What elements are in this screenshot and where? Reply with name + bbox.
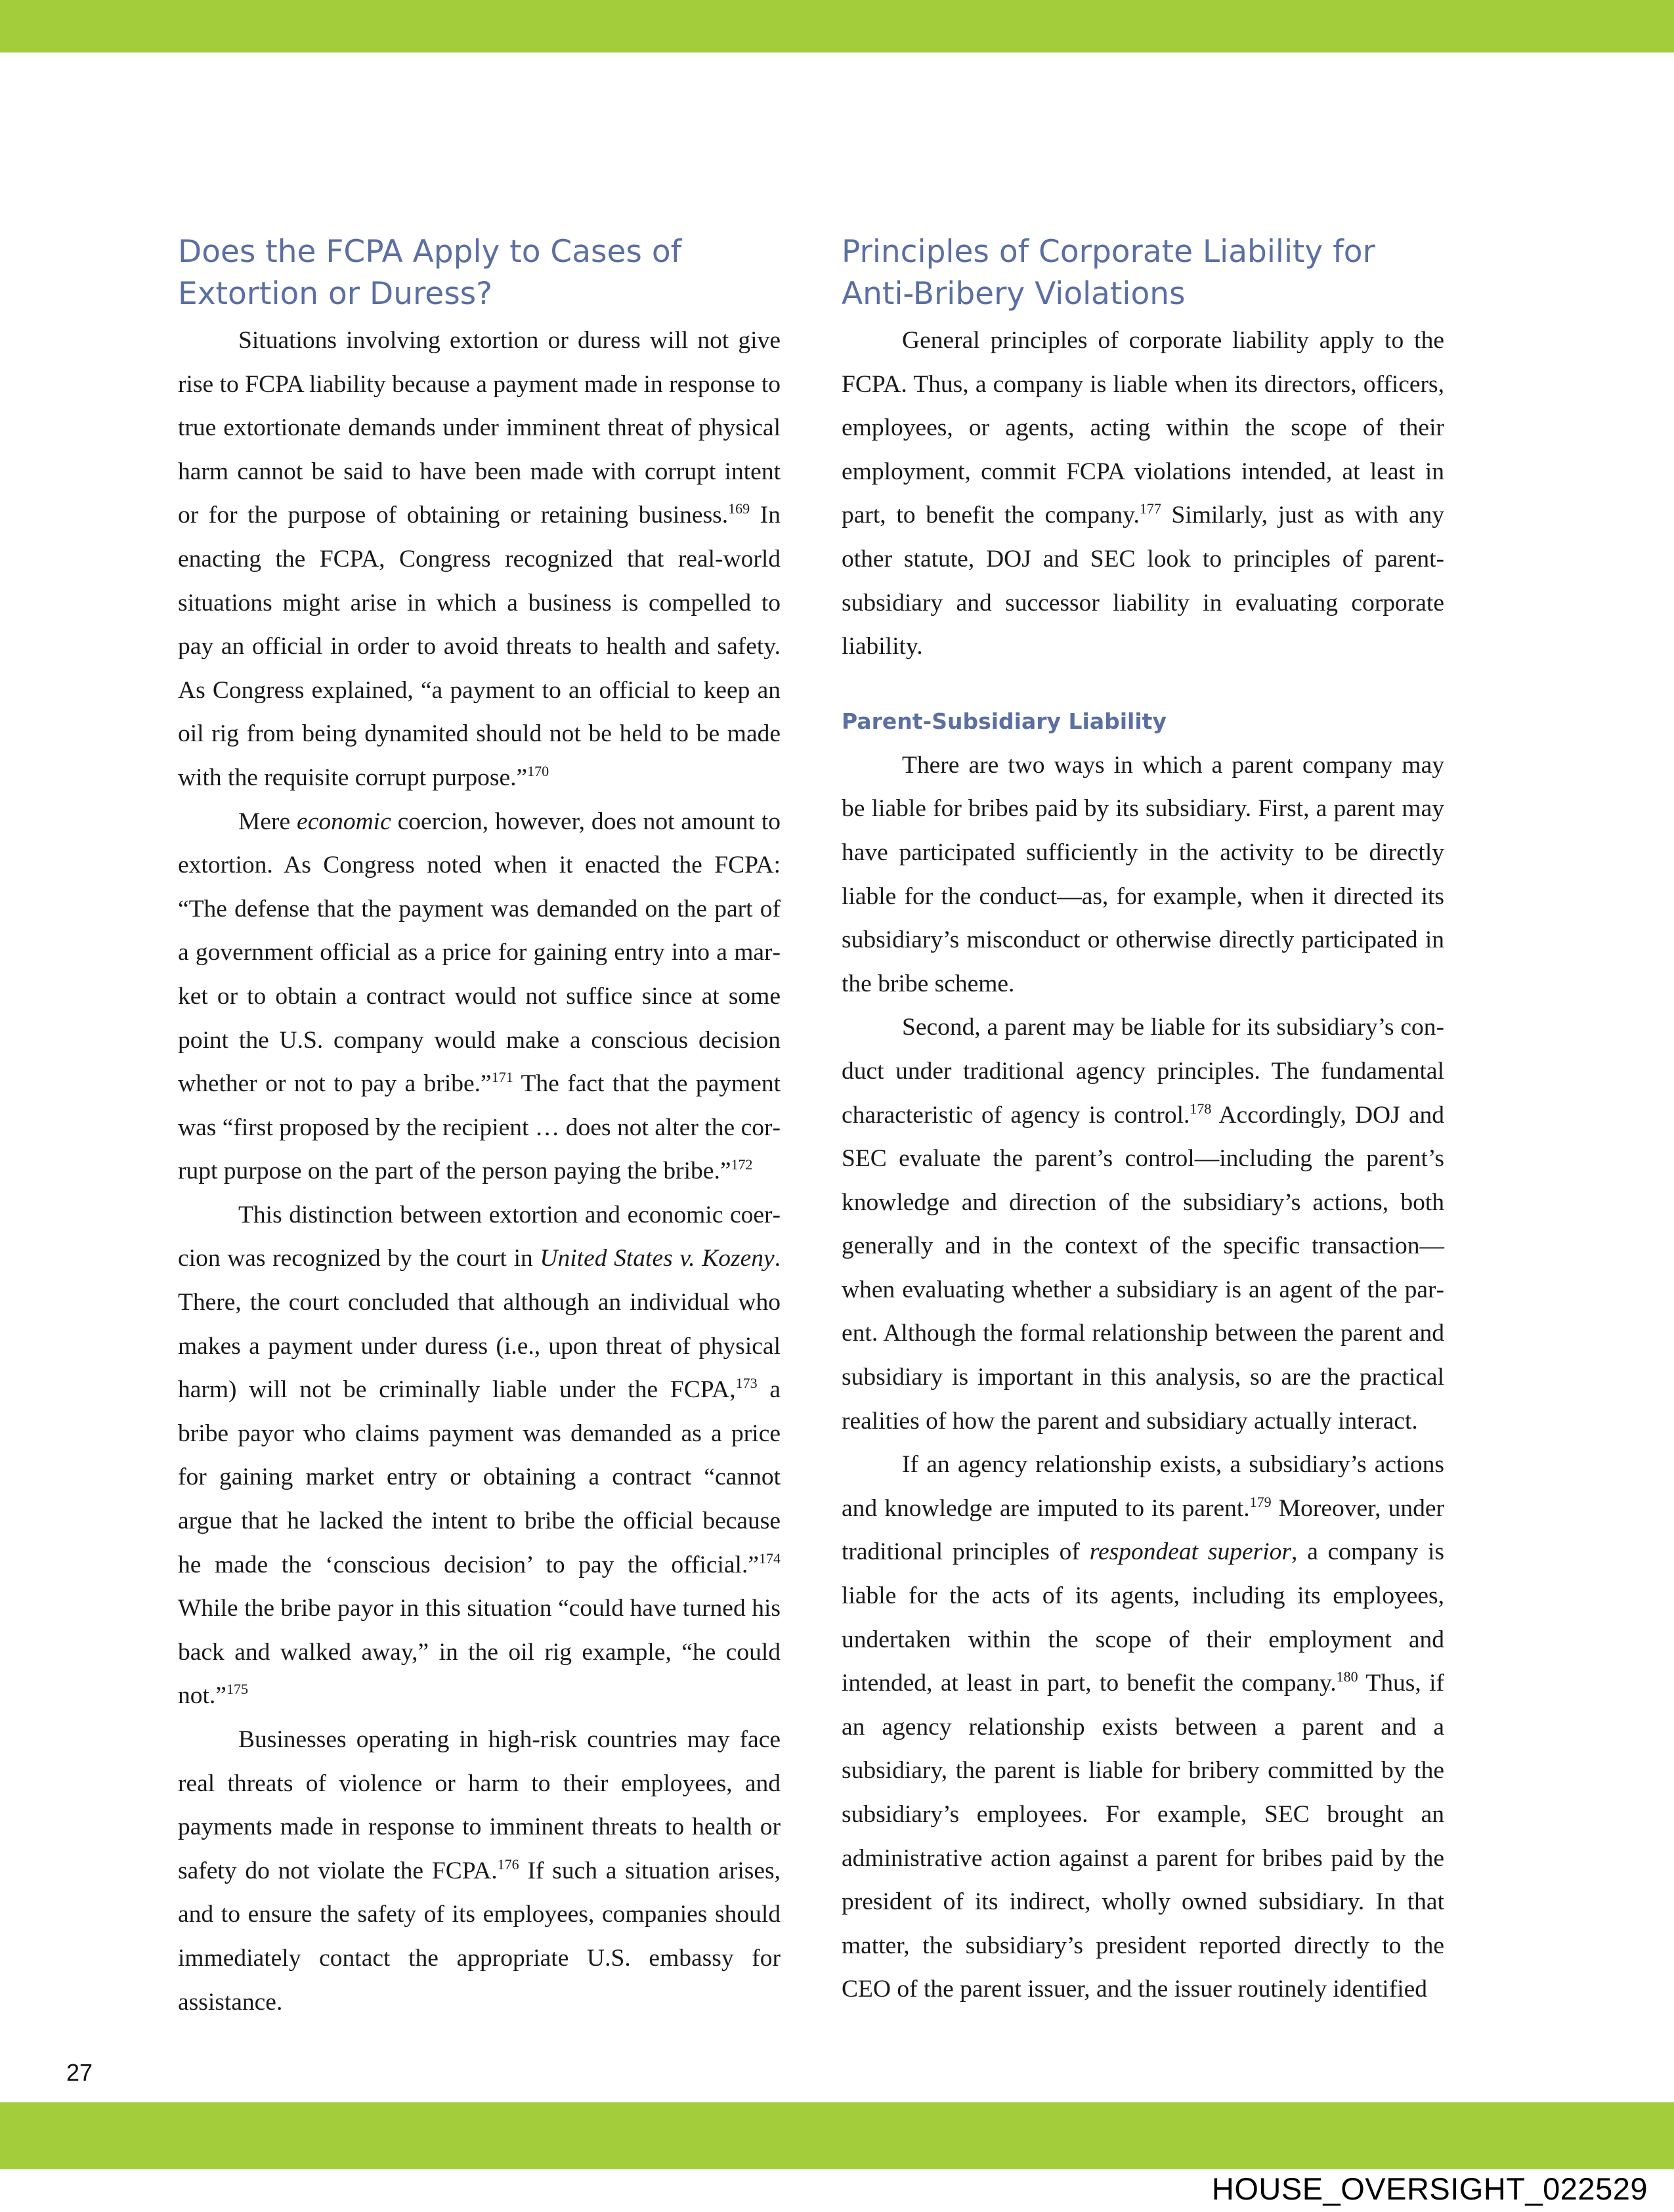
heading-line-1: Principles of Corporate Liability for xyxy=(842,234,1375,270)
paragraph xyxy=(178,800,781,1194)
bottom-color-band xyxy=(0,2102,1674,2169)
text-run: This distinction between extortion and economic coercion was recognized by the court in xyxy=(178,1201,781,1272)
footnote-ref[interactable]: 173 xyxy=(735,1375,758,1392)
emphasis-text: economic xyxy=(297,808,391,835)
top-color-band xyxy=(0,0,1674,53)
case-name: United States v. Kozeny xyxy=(540,1245,775,1272)
right-column xyxy=(842,231,1444,2012)
text-run: Similarly, just as with any other statute, DOJ and SEC look to principles of parent-subsidiary and successor liability in evaluating corporate liability. xyxy=(842,502,1444,661)
text-run: . There, the court concluded that although an individual who makes a payment under duress (i.e., upon threat of physical harm) will not be criminally liable under the FCPA, xyxy=(178,1245,781,1404)
section-heading-extortion xyxy=(178,231,781,315)
text-run: Businesses operating in high-risk countries may face real threats of violence or harm to their employees, and payments made in response to imminent threats to health or safety do not violate the FCPA. xyxy=(178,1726,781,1884)
footnote-ref[interactable]: 176 xyxy=(497,1855,519,1873)
text-run: The fact that the payment was “first proposed by the recipient … does not alter the corrupt purpose on the part of the person paying the bribe.” xyxy=(178,1070,781,1185)
text-run: coercion, however, does not amount to extortion. As Congress noted when it enacted the FCPA: “The defense that the payment was demanded on the part of a government official as a price for gaining entry into a market or to obtain a contract would not suffice since at some point the U.S. company would make a conscious decision whether or not to pay a bribe.” xyxy=(178,808,781,1098)
footnote-ref[interactable]: 175 xyxy=(226,1681,248,1698)
heading-line-1: Does the FCPA Apply to Cases of xyxy=(178,234,682,270)
footnote-ref[interactable]: 174 xyxy=(759,1550,781,1567)
footnote-ref[interactable]: 179 xyxy=(1249,1493,1272,1510)
section-heading-corporate-liability xyxy=(842,231,1444,315)
text-run: , a company is liable for the acts of its agents, including its employees, undertaken within the scope of their employment and intended, at least in part, to benefit the company. xyxy=(842,1538,1444,1697)
text-run: General principles of corporate liability apply to the FCPA. Thus, a company is liable when its directors, officers, employees, or agents, acting within the scope of their employment, commit FCPA violations intended, at least in part, to benefit the company. xyxy=(842,327,1444,529)
footnote-ref[interactable]: 171 xyxy=(491,1069,513,1086)
paragraph xyxy=(842,1443,1444,2012)
text-run: If such a situation arises, and to ensure the safety of its employees, companies should immediately contact the appropriate U.S. embassy for assistance. xyxy=(178,1857,781,2016)
text-run: Accordingly, DOJ and SEC evaluate the parent’s control—including the parent’s knowledge and direction of the subsidiary’s actions, both generally and in the context of the specific transaction—when evaluating whether a subsidiary is an agent of the parent. Although the formal relationship between the parent and subsidiary is important in this analysis, so are the practical realities of how the parent and subsidiary actually interact. xyxy=(842,1101,1445,1435)
paragraph xyxy=(842,319,1444,669)
paragraph xyxy=(178,319,781,800)
text-run: If an agency relationship exists, a subsidiary’s actions and knowledge are imputed to its parent. xyxy=(842,1451,1444,1522)
footnote-ref[interactable]: 169 xyxy=(728,500,750,517)
text-run: While the bribe payor in this situation “could have turned his back and walked away,” in the oil rig example, “he could not.” xyxy=(178,1595,781,1710)
bates-stamp: HOUSE_OVERSIGHT_022529 xyxy=(1211,2171,1648,2206)
footnote-ref[interactable]: 177 xyxy=(1139,500,1161,517)
heading-line-2: Extortion or Duress? xyxy=(178,276,493,312)
text-run: There are two ways in which a parent company may be liable for bribes paid by its subsidiary. First, a parent may have participated sufficiently in the activity to be directly liable for the conduct—as, for example, when it directed its subsidiary’s misconduct or otherwise directly participated in the bribe scheme. xyxy=(842,751,1444,997)
page-number: 27 xyxy=(66,2059,93,2086)
paragraph xyxy=(842,1006,1444,1443)
footnote-ref[interactable]: 170 xyxy=(527,762,549,779)
footnote-ref[interactable]: 180 xyxy=(1336,1668,1358,1685)
left-column xyxy=(178,231,781,2024)
paragraph xyxy=(178,1194,781,1718)
text-run: Thus, if an agency relationship exists between a parent and a subsidiary, the parent is liable for bribery committed by the subsidiary’s employees. For example, SEC brought an administrative action against a parent for bribes paid by the president of its indirect, wholly owned subsidiary. In that matter, the subsidiary’s president reported directly to the CEO of the parent issuer, and the issuer routinely identified xyxy=(842,1670,1444,2003)
text-run: Mere xyxy=(238,808,297,835)
text-run: a bribe payor who claims payment was demanded as a price for gaining market entry or obtaining a contract “cannot argue that he lacked the intent to bribe the official because he made the ‘conscious decision’ to pay the official.” xyxy=(178,1376,781,1578)
text-run: Second, a parent may be liable for its subsidiary’s conduct under traditional agency principles. The fundamental characteristic of agency is control. xyxy=(842,1014,1444,1129)
footnote-ref[interactable]: 178 xyxy=(1190,1100,1212,1117)
paragraph xyxy=(178,1718,781,2024)
paragraph xyxy=(842,744,1444,1007)
footnote-ref[interactable]: 172 xyxy=(731,1156,753,1173)
subheading-parent-subsidiary: Parent-Subsidiary Liability xyxy=(842,708,1167,734)
text-run: Situations involving extortion or duress will not give rise to FCPA liability because a payment made in response to true extortionate demands under imminent threat of physical harm cannot be said to have been made with corrupt intent or for the purpose of obtaining or retaining business. xyxy=(178,327,781,529)
heading-line-2: Anti-Bribery Violations xyxy=(842,276,1186,312)
text-run: Moreover, under traditional principles of xyxy=(842,1494,1444,1566)
emphasis-text: respondeat superior xyxy=(1089,1538,1291,1566)
text-run: In enacting the FCPA, Congress recognized that real-world situations might arise in which a business is compelled to pay an official in order to avoid threats to health and safety. As Congress explained, “a payment to an official to keep an oil rig from being dynamited should not be held to be made with the requisite corrupt purpose.” xyxy=(178,502,781,791)
